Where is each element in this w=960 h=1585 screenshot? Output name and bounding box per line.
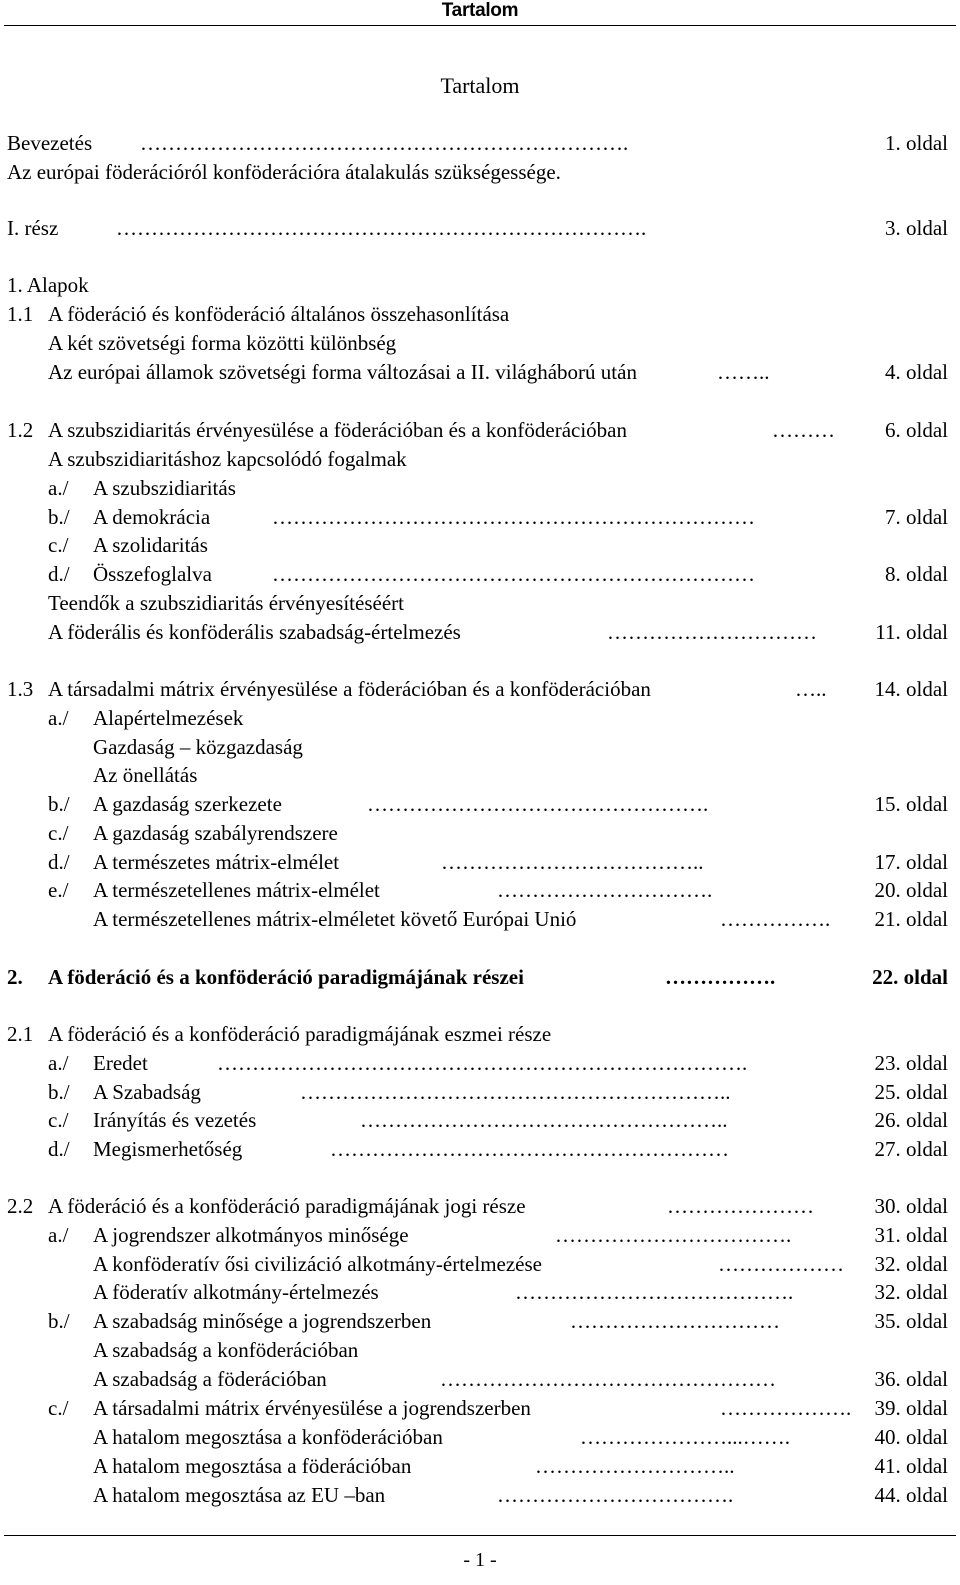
toc-leader-dots: ……………………………………………………………. [140, 131, 629, 155]
toc-title: Megismerhetőség [93, 1137, 243, 1161]
toc-page-number: 36. oldal [874, 1367, 948, 1391]
toc-entry [0, 675, 960, 703]
toc-title: Gazdaság – közgazdaság [93, 735, 303, 759]
toc-leader-dots: ………………………………………………… [330, 1137, 729, 1161]
toc-page-number: 39. oldal [874, 1396, 948, 1420]
toc-page-number: 22. oldal [872, 965, 948, 989]
toc-title: A gazdaság szerkezete [93, 792, 282, 816]
toc-title: A szolidaritás [93, 533, 208, 557]
toc-label: b./ [48, 1080, 70, 1104]
toc-leader-dots: ………………………………………… [440, 1367, 776, 1391]
toc-entry [0, 1221, 960, 1249]
toc-title: A két szövetségi forma közötti különbség [48, 331, 397, 355]
toc-entry [0, 963, 960, 991]
toc-entry [0, 129, 960, 157]
toc-number: 1.3 [7, 677, 34, 701]
toc-label: e./ [48, 878, 69, 902]
toc-title: A föderáció és a konföderáció paradigmájának részei [48, 965, 524, 989]
toc-title: Irányítás és vezetés [93, 1108, 257, 1132]
toc-leader-dots: ………………… [667, 1194, 814, 1218]
toc-leader-dots: ……… [772, 418, 835, 442]
toc-entry [0, 474, 960, 502]
toc-title: A hatalom megosztása a föderációban [93, 1454, 412, 1478]
toc-title: A természetellenes mátrix-elméletet követő Európai Unió [93, 907, 577, 931]
toc-title: A társadalmi mátrix érvényesülése a föderációban és a konföderációban [48, 677, 651, 701]
toc-number: 1.2 [7, 418, 34, 442]
toc-entry [0, 876, 960, 904]
toc-leader-dots: …………………………. [497, 878, 713, 902]
toc-leader-dots: ……………………………. [497, 1483, 734, 1507]
toc-entry [0, 1049, 960, 1077]
toc-entry [0, 848, 960, 876]
toc-entry [0, 300, 960, 328]
toc-leader-dots: ………………. [720, 1396, 852, 1420]
toc-entry [0, 158, 960, 186]
toc-page-number: 21. oldal [874, 907, 948, 931]
header-rule [4, 25, 956, 26]
toc-label: c./ [48, 533, 69, 557]
toc-title: Az európai államok szövetségi forma változásai a II. világháború után [48, 360, 637, 384]
toc-leader-dots: ……………………….. [535, 1454, 735, 1478]
toc-page-number: 8. oldal [885, 562, 948, 586]
toc-title: A föderatív alkotmány-értelmezés [93, 1280, 379, 1304]
toc-title: A hatalom megosztása az EU –ban [93, 1483, 386, 1507]
toc-number: 1.1 [7, 302, 34, 326]
toc-entry [0, 271, 960, 299]
toc-title: A demokrácia [93, 505, 211, 529]
toc-label: c./ [48, 821, 69, 845]
toc-title: Az önellátás [93, 763, 198, 787]
toc-entry [0, 618, 960, 646]
toc-page-number: 1. oldal [885, 131, 948, 155]
toc-page-number: 20. oldal [874, 878, 948, 902]
toc-label: c./ [48, 1108, 69, 1132]
toc-entry [0, 704, 960, 732]
toc-entry [0, 905, 960, 933]
toc-title: A föderáció és a konföderáció paradigmájának jogi része [48, 1194, 526, 1218]
toc-entry [0, 819, 960, 847]
toc-entry [0, 1135, 960, 1163]
toc-page-number: 3. oldal [885, 216, 948, 240]
toc-page-number: 27. oldal [874, 1137, 948, 1161]
toc-page-number: 4. oldal [885, 360, 948, 384]
toc-page-number: 6. oldal [885, 418, 948, 442]
toc-page-number: 41. oldal [874, 1454, 948, 1478]
toc-title: A föderáció és konföderáció általános összehasonlítása [48, 302, 510, 326]
toc-title: A természetellenes mátrix-elmélet [93, 878, 380, 902]
toc-entry [0, 329, 960, 357]
toc-title: Az európai föderációról konföderációra átalakulás szükségessége. [7, 160, 561, 184]
page-title: Tartalom [440, 73, 520, 98]
toc-title: Összefoglalva [93, 562, 212, 586]
toc-entry [0, 358, 960, 386]
toc-label: d./ [48, 562, 70, 586]
toc-title: A Szabadság [93, 1080, 201, 1104]
toc-leader-dots: …………………………………. [515, 1280, 794, 1304]
toc-title: A föderáció és a konföderáció paradigmájának eszmei része [48, 1022, 552, 1046]
toc-entry [0, 733, 960, 761]
toc-leader-dots: …….. [717, 360, 770, 384]
toc-leader-dots: ……………. [720, 907, 831, 931]
toc-page-number: 11. oldal [875, 620, 948, 644]
toc-entry [0, 1192, 960, 1220]
toc-page-number: 23. oldal [874, 1051, 948, 1075]
toc-page-number: 17. oldal [874, 850, 948, 874]
toc-leader-dots: …………………………………………………………… [272, 505, 755, 529]
toc-label: a./ [48, 706, 69, 730]
toc-entry [0, 1078, 960, 1106]
toc-leader-dots: …………………………………………………………… [272, 562, 755, 586]
toc-entry [0, 761, 960, 789]
toc-leader-dots: ….. [795, 677, 827, 701]
toc-leader-dots: …………………………………………………………………. [116, 216, 647, 240]
toc-title: I. rész [7, 216, 59, 240]
toc-page-number: 31. oldal [874, 1223, 948, 1247]
toc-entry [0, 790, 960, 818]
toc-entry [0, 1250, 960, 1278]
toc-leader-dots: ………………………… [570, 1309, 780, 1333]
toc-title: A konföderatív ősi civilizáció alkotmány-értelmezése [93, 1252, 542, 1276]
toc-leader-dots: …………………………………………………………………. [217, 1051, 748, 1075]
toc-entry [0, 214, 960, 242]
toc-title: Alapértelmezések [93, 706, 244, 730]
toc-label: c./ [48, 1396, 69, 1420]
toc-number: 2. [7, 965, 23, 989]
toc-entry [0, 1423, 960, 1451]
toc-leader-dots: …………………………………………. [367, 792, 709, 816]
toc-entry [0, 1452, 960, 1480]
toc-entry [0, 1394, 960, 1422]
toc-title: A hatalom megosztása a konföderációban [93, 1425, 443, 1449]
toc-page-number: 14. oldal [874, 677, 948, 701]
toc-leader-dots: …………………...……. [580, 1425, 790, 1449]
toc-leader-dots: ……………………………. [555, 1223, 792, 1247]
toc-entry [0, 503, 960, 531]
toc-number: 2.1 [7, 1022, 34, 1046]
toc-label: d./ [48, 850, 70, 874]
toc-title: A föderális és konföderális szabadság-értelmezés [48, 620, 461, 644]
toc-page-number: 32. oldal [874, 1252, 948, 1276]
toc-label: a./ [48, 1051, 69, 1075]
toc-label: a./ [48, 1223, 69, 1247]
toc-leader-dots: ……………… [718, 1252, 844, 1276]
toc-page-number: 35. oldal [874, 1309, 948, 1333]
toc-entry [0, 1106, 960, 1134]
toc-title: Teendők a szubszidiaritás érvényesítéséért [48, 591, 404, 615]
footer-rule [4, 1535, 956, 1536]
toc-leader-dots: …………………………………………………….. [300, 1080, 731, 1104]
running-header: Tartalom [441, 0, 519, 21]
toc-page-number: 32. oldal [874, 1280, 948, 1304]
toc-entry [0, 1020, 960, 1048]
toc-title: A szubszidiaritás érvényesülése a föderációban és a konföderációban [48, 418, 628, 442]
toc-leader-dots: ……………………………….. [441, 850, 704, 874]
toc-entry [0, 1307, 960, 1335]
toc-title: A szabadság minősége a jogrendszerben [93, 1309, 432, 1333]
toc-entry [0, 589, 960, 617]
toc-page-number: 40. oldal [874, 1425, 948, 1449]
toc-title: A szubszidiaritáshoz kapcsolódó fogalmak [48, 447, 407, 471]
toc-title: A természetes mátrix-elmélet [93, 850, 340, 874]
toc-leader-dots: ………………………… [607, 620, 817, 644]
toc-page-number: 25. oldal [874, 1080, 948, 1104]
toc-title: A szubszidiaritás [93, 476, 236, 500]
toc-entry [0, 1278, 960, 1306]
toc-entry [0, 445, 960, 473]
toc-entry [0, 416, 960, 444]
toc-title: A jogrendszer alkotmányos minősége [93, 1223, 409, 1247]
toc-label: b./ [48, 792, 70, 816]
toc-title: Eredet [93, 1051, 148, 1075]
toc-entry [0, 560, 960, 588]
toc-page-number: 30. oldal [874, 1194, 948, 1218]
toc-label: d./ [48, 1137, 70, 1161]
toc-entry [0, 1365, 960, 1393]
toc-title: A szabadság a föderációban [93, 1367, 327, 1391]
toc-leader-dots: …………………………………………….. [360, 1108, 728, 1132]
toc-title: 1. Alapok [7, 273, 89, 297]
toc-entry [0, 1336, 960, 1364]
toc-page-number: 26. oldal [874, 1108, 948, 1132]
page-number: - 1 - [463, 1549, 497, 1571]
toc-page-number: 44. oldal [874, 1483, 948, 1507]
toc-title: A gazdaság szabályrendszere [93, 821, 338, 845]
toc-entry [0, 531, 960, 559]
toc-label: b./ [48, 1309, 70, 1333]
toc-label: a./ [48, 476, 69, 500]
toc-entry [0, 1481, 960, 1509]
toc-leader-dots: ……………. [665, 965, 776, 989]
toc-title: A társadalmi mátrix érvényesülése a jogrendszerben [93, 1396, 531, 1420]
toc-page-number: 7. oldal [885, 505, 948, 529]
toc-title: Bevezetés [7, 131, 93, 155]
toc-label: b./ [48, 505, 70, 529]
toc-page-number: 15. oldal [874, 792, 948, 816]
toc-title: A szabadság a konföderációban [93, 1338, 359, 1362]
toc-number: 2.2 [7, 1194, 34, 1218]
